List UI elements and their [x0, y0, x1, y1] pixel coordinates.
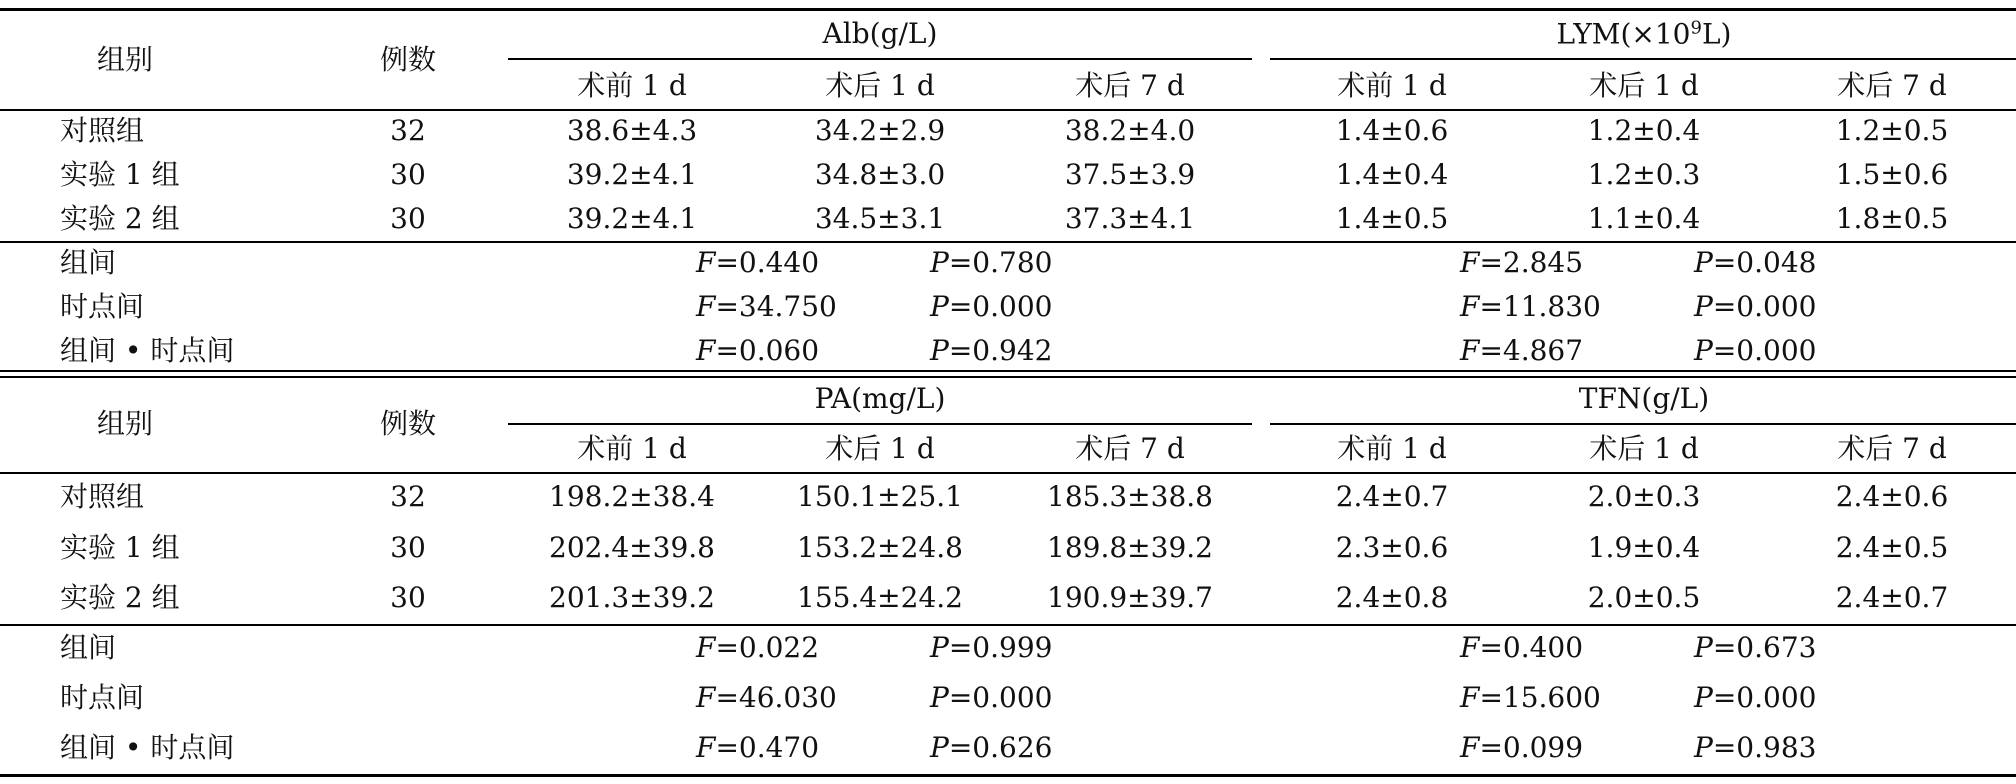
value-cell: 34.8±3.0: [814, 158, 946, 191]
stat-f-pa: F=0.470: [696, 731, 820, 764]
value-cell: 39.2±4.1: [566, 202, 698, 235]
stat-p-alb: P=0.780: [930, 246, 1053, 279]
timepoint-header: 术后 1 d: [1589, 69, 1699, 102]
stat-p-lym: P=0.000: [1694, 290, 1817, 323]
stat-label: 时点间: [60, 681, 145, 714]
timepoint-header: 术后 1 d: [825, 69, 935, 102]
value-cell: 185.3±38.8: [1047, 480, 1213, 513]
header-subrule-lym: [1270, 58, 2016, 60]
top-rule: [0, 8, 2016, 11]
header-subrule-tfn: [1270, 423, 2016, 425]
group-name: 对照组: [60, 480, 145, 513]
stat-p-tfn: P=0.983: [1694, 731, 1817, 764]
stat-f-alb: F=0.440: [696, 246, 820, 279]
header-rule: [0, 109, 2016, 111]
stat-p-pa: P=0.000: [930, 681, 1053, 714]
stat-label: 组间: [60, 246, 117, 279]
value-cell: 1.2±0.5: [1835, 114, 1949, 147]
timepoint-header: 术后 7 d: [1837, 432, 1947, 465]
double-rule-lower: [0, 376, 2016, 378]
value-cell: 39.2±4.1: [566, 158, 698, 191]
stat-f-lym: F=2.845: [1460, 246, 1584, 279]
value-cell: 2.4±0.8: [1335, 581, 1449, 614]
group-name: 实验 1 组: [60, 158, 180, 191]
header-pa: PA(mg/L): [814, 382, 946, 415]
stat-f-lym: F=11.830: [1460, 290, 1601, 323]
stat-p-tfn: P=0.673: [1694, 631, 1817, 664]
value-cell: 2.4±0.7: [1835, 581, 1949, 614]
value-cell: 1.5±0.6: [1835, 158, 1949, 191]
stat-p-alb: P=0.000: [930, 290, 1053, 323]
value-cell: 2.4±0.7: [1335, 480, 1449, 513]
value-cell: 1.8±0.5: [1835, 202, 1949, 235]
sample-count: 30: [390, 531, 426, 564]
stat-p-lym: P=0.000: [1694, 334, 1817, 367]
stats-rule-1: [0, 241, 2016, 243]
double-rule-upper: [0, 370, 2016, 372]
timepoint-header: 术后 7 d: [1075, 69, 1185, 102]
value-cell: 1.4±0.5: [1335, 202, 1449, 235]
stat-p-lym: P=0.048: [1694, 246, 1817, 279]
stat-f-alb: F=0.060: [696, 334, 820, 367]
value-cell: 1.4±0.4: [1335, 158, 1449, 191]
value-cell: 37.5±3.9: [1064, 158, 1196, 191]
sample-count: 30: [390, 202, 426, 235]
value-cell: 1.1±0.4: [1587, 202, 1701, 235]
value-cell: 153.2±24.8: [797, 531, 963, 564]
stat-p-tfn: P=0.000: [1694, 681, 1817, 714]
value-cell: 1.2±0.3: [1587, 158, 1701, 191]
stat-label: 时点间: [60, 290, 145, 323]
value-cell: 37.3±4.1: [1064, 202, 1196, 235]
group-name: 实验 1 组: [60, 531, 180, 564]
stat-f-tfn: F=0.400: [1460, 631, 1584, 664]
sample-count: 32: [390, 114, 426, 147]
stat-label: 组间 • 时点间: [60, 334, 235, 367]
sample-count: 30: [390, 158, 426, 191]
stat-f-tfn: F=0.099: [1460, 731, 1584, 764]
header-rule-2: [0, 472, 2016, 474]
value-cell: 2.0±0.5: [1587, 581, 1701, 614]
stat-f-alb: F=34.750: [696, 290, 837, 323]
value-cell: 150.1±25.1: [797, 480, 963, 513]
group-name: 实验 2 组: [60, 202, 180, 235]
timepoint-header: 术后 7 d: [1075, 432, 1185, 465]
header-subrule-pa: [508, 423, 1252, 425]
header-count: 例数: [379, 43, 437, 76]
value-cell: 2.3±0.6: [1335, 531, 1449, 564]
stat-f-lym: F=4.867: [1460, 334, 1584, 367]
header-group: 组别: [96, 407, 154, 440]
timepoint-header: 术后 7 d: [1837, 69, 1947, 102]
value-cell: 2.4±0.6: [1835, 480, 1949, 513]
value-cell: 202.4±39.8: [549, 531, 715, 564]
value-cell: 2.0±0.3: [1587, 480, 1701, 513]
value-cell: 34.2±2.9: [814, 114, 946, 147]
header-lym-exponent: 9: [1690, 17, 1702, 39]
value-cell: 2.4±0.5: [1835, 531, 1949, 564]
value-cell: 38.2±4.0: [1064, 114, 1196, 147]
stat-f-pa: F=0.022: [696, 631, 820, 664]
value-cell: 201.3±39.2: [549, 581, 715, 614]
value-cell: 198.2±38.4: [549, 480, 715, 513]
stat-f-tfn: F=15.600: [1460, 681, 1601, 714]
value-cell: 34.5±3.1: [814, 202, 946, 235]
value-cell: 38.6±4.3: [566, 114, 698, 147]
stat-f-pa: F=46.030: [696, 681, 837, 714]
header-group: 组别: [96, 43, 154, 76]
timepoint-header: 术前 1 d: [1337, 69, 1447, 102]
value-cell: 189.8±39.2: [1047, 531, 1213, 564]
stat-p-alb: P=0.942: [930, 334, 1053, 367]
value-cell: 1.9±0.4: [1587, 531, 1701, 564]
timepoint-header: 术前 1 d: [1337, 432, 1447, 465]
timepoint-header: 术前 1 d: [577, 69, 687, 102]
group-name: 对照组: [60, 114, 145, 147]
header-alb: Alb(g/L): [822, 17, 938, 50]
value-cell: 190.9±39.7: [1047, 581, 1213, 614]
bottom-rule: [0, 774, 2016, 777]
header-lym: $LYM(\times 10^9L)$: [1556, 17, 1732, 51]
timepoint-header: 术前 1 d: [577, 432, 687, 465]
group-name: 实验 2 组: [60, 581, 180, 614]
header-count: 例数: [379, 407, 437, 440]
stats-rule-2: [0, 624, 2016, 626]
value-cell: 1.4±0.6: [1335, 114, 1449, 147]
stat-label: 组间: [60, 631, 117, 664]
timepoint-header: 术后 1 d: [1589, 432, 1699, 465]
sample-count: 30: [390, 581, 426, 614]
value-cell: 1.2±0.4: [1587, 114, 1701, 147]
stat-p-pa: P=0.999: [930, 631, 1053, 664]
stat-label: 组间 • 时点间: [60, 731, 235, 764]
timepoint-header: 术后 1 d: [825, 432, 935, 465]
sample-count: 32: [390, 480, 426, 513]
value-cell: 155.4±24.2: [797, 581, 963, 614]
header-subrule-alb: [508, 58, 1252, 60]
header-tfn: TFN(g/L): [1578, 382, 1710, 415]
stat-p-pa: P=0.626: [930, 731, 1053, 764]
